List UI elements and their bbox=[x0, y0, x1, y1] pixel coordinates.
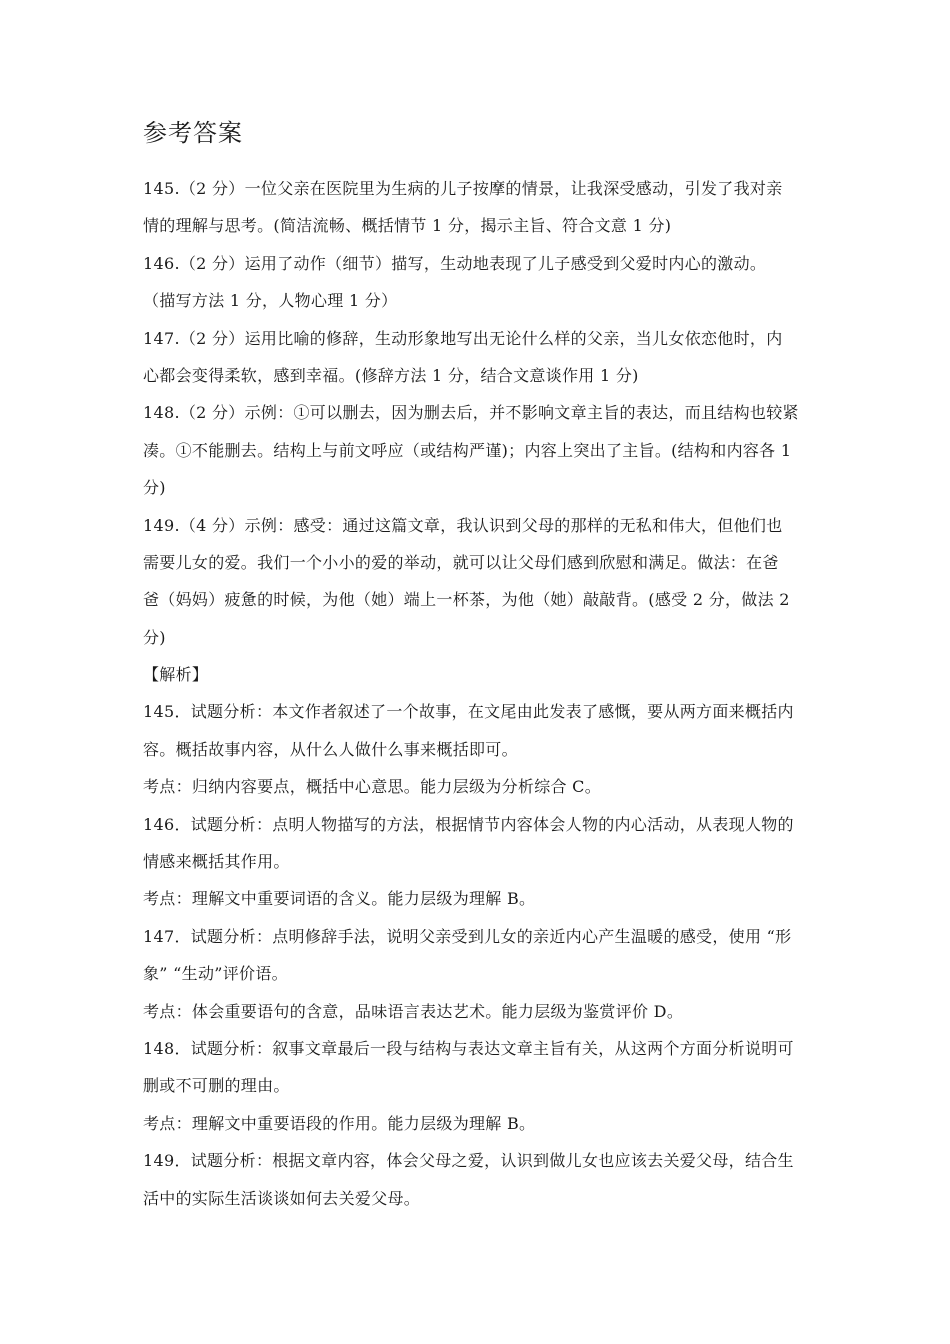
text-line: 149.（4 分）示例：感受：通过这篇文章，我认识到父母的那样的无私和伟大，但他们也 bbox=[143, 515, 783, 535]
text-line: 考点：理解文中重要语段的作用。能力层级为理解 B。 bbox=[143, 1113, 536, 1133]
text-line: 象” “生动”评价语。 bbox=[143, 964, 288, 984]
text-line: 情的理解与思考。(简洁流畅、概括情节 1 分，揭示主旨、符合文意 1 分) bbox=[143, 216, 672, 236]
text-line: 146．试题分析：点明人物描写的方法，根据情节内容体会人物的内心活动，从表现人物的 bbox=[143, 814, 794, 834]
text-line: 145．试题分析：本文作者叙述了一个故事，在文尾由此发表了感慨，要从两方面来概括内 bbox=[143, 702, 794, 722]
text-line: 149．试题分析：根据文章内容，体会父母之爱，认识到做儿女也应该去关爱父母，结合生 bbox=[143, 1151, 794, 1171]
text-line: 需要儿女的爱。我们一个小小的爱的举动，就可以让父母们感到欣慰和满足。做法：在爸 bbox=[143, 552, 779, 572]
page-title: 参考答案 bbox=[143, 119, 243, 147]
text-line: 145.（2 分）一位父亲在医院里为生病的儿子按摩的情景，让我深受感动，引发了我对亲 bbox=[143, 179, 783, 198]
text-line: 146.（2 分）运用了动作（细节）描写，生动地表现了儿子感受到父爱时内心的激动。 bbox=[143, 253, 767, 273]
text-line: 活中的实际生活谈谈如何去关爱父母。 bbox=[143, 1188, 421, 1208]
text-line: 考点：归纳内容要点，概括中心意思。能力层级为分析综合 C。 bbox=[143, 777, 602, 797]
text-line: 删或不可删的理由。 bbox=[143, 1076, 290, 1096]
text-line: 考点：体会重要语句的含意，品味语言表达艺术。能力层级为鉴赏评价 D。 bbox=[143, 1001, 684, 1021]
text-line: 心都会变得柔软，感到幸福。(修辞方法 1 分，结合文意谈作用 1 分) bbox=[143, 365, 639, 385]
section-heading-analysis: 【解析】 bbox=[143, 665, 209, 685]
text-line: （描写方法 1 分，人物心理 1 分） bbox=[143, 291, 398, 311]
text-line: 情感来概括其作用。 bbox=[143, 852, 290, 872]
text-line: 148.（2 分）示例：①可以删去，因为删去后，并不影响文章主旨的表达，而且结构也较紧 bbox=[143, 403, 799, 423]
text-line: 148．试题分析：叙事文章最后一段与结构与表达文章主旨有关，从这两个方面分析说明可 bbox=[143, 1038, 794, 1058]
text-line: 爸（妈妈）疲惫的时候，为他（她）端上一杯茶，为他（她）敲敲背。(感受 2 分，做法 2 bbox=[143, 590, 790, 610]
text-line: 分) bbox=[143, 478, 166, 498]
text-line: 147.（2 分）运用比喻的修辞，生动形象地写出无论什么样的父亲，当儿女依恋他时，内 bbox=[143, 328, 783, 348]
text-line: 147．试题分析：点明修辞手法，说明父亲受到儿女的亲近内心产生温暖的感受，使用 “形 bbox=[143, 926, 792, 946]
text-line: 分) bbox=[143, 627, 166, 647]
text-line: 凑。①不能删去。结构上与前文呼应（或结构严谨)；内容上突出了主旨。(结构和内容各 1 bbox=[143, 440, 792, 460]
text-line: 容。概括故事内容，从什么人做什么事来概括即可。 bbox=[143, 739, 518, 759]
answer-body bbox=[143, 170, 811, 1217]
text-line: 考点：理解文中重要词语的含义。能力层级为理解 B。 bbox=[143, 889, 536, 909]
